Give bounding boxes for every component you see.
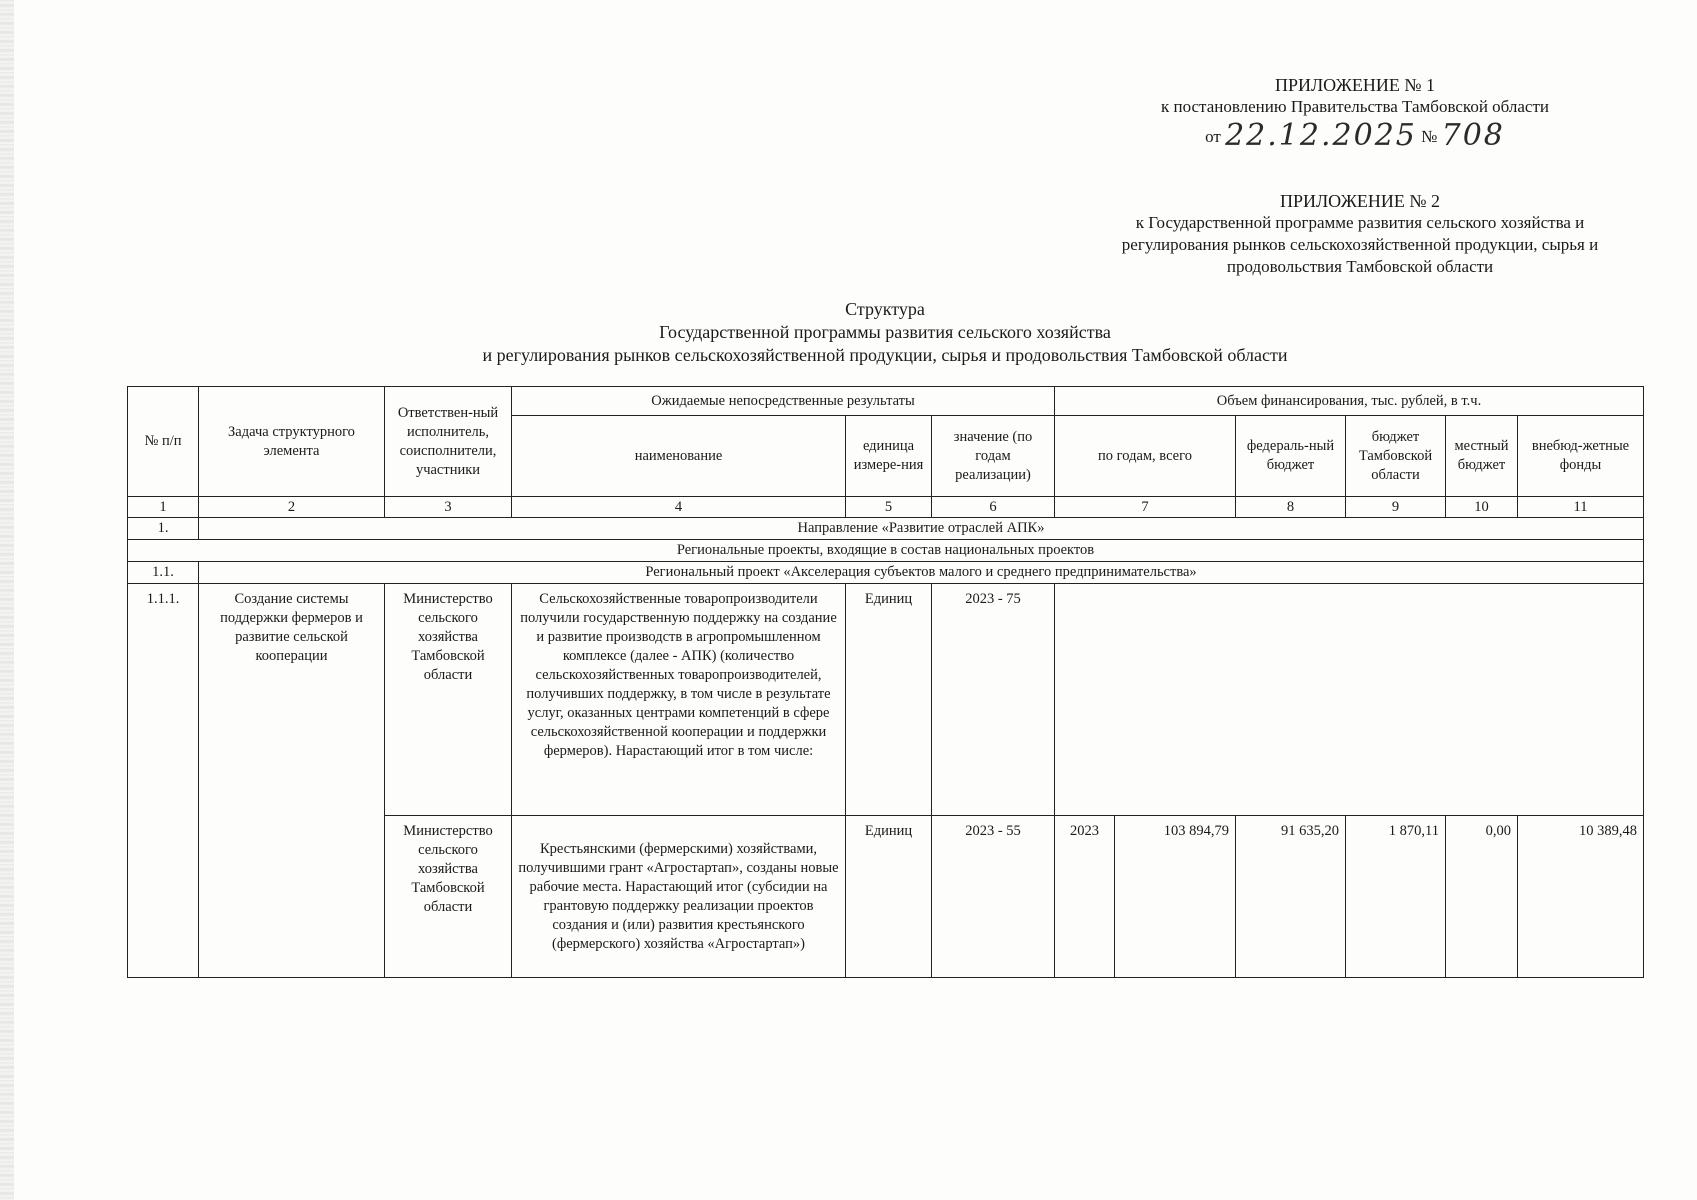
handwritten-number: 708 xyxy=(1441,118,1505,153)
from-label: от xyxy=(1205,127,1221,146)
structure-table xyxy=(127,386,1644,978)
title-line-2: Государственной программы развития сельского хозяйства xyxy=(659,322,1111,342)
column-numbers-row xyxy=(128,497,1644,518)
header-offbudget: внебюд-жетные фонды xyxy=(1518,416,1644,497)
scan-edge xyxy=(0,0,14,1200)
header-regional: бюджет Тамбовской области xyxy=(1346,416,1446,497)
row-total: 103 894,79 xyxy=(1115,816,1236,978)
col-number: 10 xyxy=(1446,497,1518,518)
header-by-years: по годам, всего xyxy=(1055,416,1236,497)
appendix-2-line-2: регулирования рынков сельскохозяйственной продукции, сырья и xyxy=(1121,235,1599,254)
handwritten-date: 22.12.2025 xyxy=(1225,118,1417,153)
col-number: 4 xyxy=(512,497,846,518)
row-responsible: Министерство сельского хозяйства Тамбовской области xyxy=(385,816,512,978)
header-expected-results: Ожидаемые непосредственные результаты xyxy=(512,387,1055,416)
section-row xyxy=(128,518,1644,540)
row-local: 0,00 xyxy=(1446,816,1518,978)
header-local: местный бюджет xyxy=(1446,416,1518,497)
title-line-3: и регулирования рынков сельскохозяйственной продукции, сырья и продовольствия Тамбовской области xyxy=(482,345,1288,365)
row-responsible: Министерство сельского хозяйства Тамбовской области xyxy=(385,584,512,816)
row-year: 2023 xyxy=(1055,816,1115,978)
col-number: 1 xyxy=(128,497,199,518)
project-title: Региональный проект «Акселерация субъектов малого и среднего предпринимательства» xyxy=(199,562,1644,584)
section-title: Направление «Развитие отраслей АПК» xyxy=(199,518,1644,540)
project-row xyxy=(128,562,1644,584)
row-value: 2023 - 55 xyxy=(932,816,1055,978)
row-value: 2023 - 75 xyxy=(932,584,1055,816)
header-financing: Объем финансирования, тыс. рублей, в т.ч. xyxy=(1055,387,1644,416)
table-row xyxy=(128,584,1644,816)
project-num: 1.1. xyxy=(128,562,199,584)
col-number: 9 xyxy=(1346,497,1446,518)
appendix-1-number-line xyxy=(1115,118,1595,153)
header-row-1 xyxy=(128,387,1644,416)
appendix-1-heading: ПРИЛОЖЕНИЕ № 1 xyxy=(1274,75,1436,95)
appendix-2-line-3: продовольствия Тамбовской области xyxy=(1226,257,1494,276)
appendix-1-line: к постановлению Правительства Тамбовской области xyxy=(1160,97,1550,116)
header-name: наименование xyxy=(512,416,846,497)
row-num: 1.1.1. xyxy=(128,584,199,978)
row-unit: Единиц xyxy=(846,584,932,816)
title-line-1: Структура xyxy=(845,299,925,319)
appendix-2-heading: ПРИЛОЖЕНИЕ № 2 xyxy=(1279,191,1441,211)
col-number: 2 xyxy=(199,497,385,518)
row-offbudget: 10 389,48 xyxy=(1518,816,1644,978)
row-result-name: Сельскохозяйственные товаропроизводители получили государственную поддержку на создание и развитие производств в агропромышленном комплексе (далее - АПК) (количество сельскохозяйственных товаропроизводителей, получивших поддержку, в том числе в результате услуг, оказанных центрами компетенций в сфере сельскохозяйственной кооперации и поддержки фермеров). Нарастающий итог в том числе: xyxy=(512,584,846,816)
col-number: 8 xyxy=(1236,497,1346,518)
regional-projects-title: Региональные проекты, входящие в состав национальных проектов xyxy=(128,540,1644,562)
header-responsible: Ответствен-ный исполнитель, соисполнители, участники xyxy=(385,387,512,497)
appendix-1-block xyxy=(1115,74,1595,153)
row-federal: 91 635,20 xyxy=(1236,816,1346,978)
document-title xyxy=(390,298,1380,367)
row-unit: Единиц xyxy=(846,816,932,978)
regional-projects-row xyxy=(128,540,1644,562)
row-task: Создание системы поддержки фермеров и развитие сельской кооперации xyxy=(199,584,385,978)
header-unit: единица измере-ния xyxy=(846,416,932,497)
header-num: № п/п xyxy=(128,387,199,497)
col-number: 5 xyxy=(846,497,932,518)
appendix-2-block xyxy=(1060,190,1660,278)
header-value: значение (по годам реализации) xyxy=(932,416,1055,497)
col-number: 11 xyxy=(1518,497,1644,518)
header-federal: федераль-ный бюджет xyxy=(1236,416,1346,497)
section-num: 1. xyxy=(128,518,199,540)
col-number: 7 xyxy=(1055,497,1236,518)
col-number: 6 xyxy=(932,497,1055,518)
row-result-name: Крестьянскими (фермерскими) хозяйствами, получившими грант «Агростартап», созданы новые рабочие места. Нарастающий итог (субсидии на грантовую поддержку реализации проектов создания и (или) развития крестьянского (фермерского) хозяйства «Агростартап») xyxy=(512,816,846,978)
row-regional: 1 870,11 xyxy=(1346,816,1446,978)
col-number: 3 xyxy=(385,497,512,518)
number-label: № xyxy=(1421,127,1438,146)
header-task: Задача структурного элемента xyxy=(199,387,385,497)
row-financing-empty xyxy=(1055,584,1644,816)
appendix-2-line-1: к Государственной программе развития сельского хозяйства и xyxy=(1135,213,1585,232)
